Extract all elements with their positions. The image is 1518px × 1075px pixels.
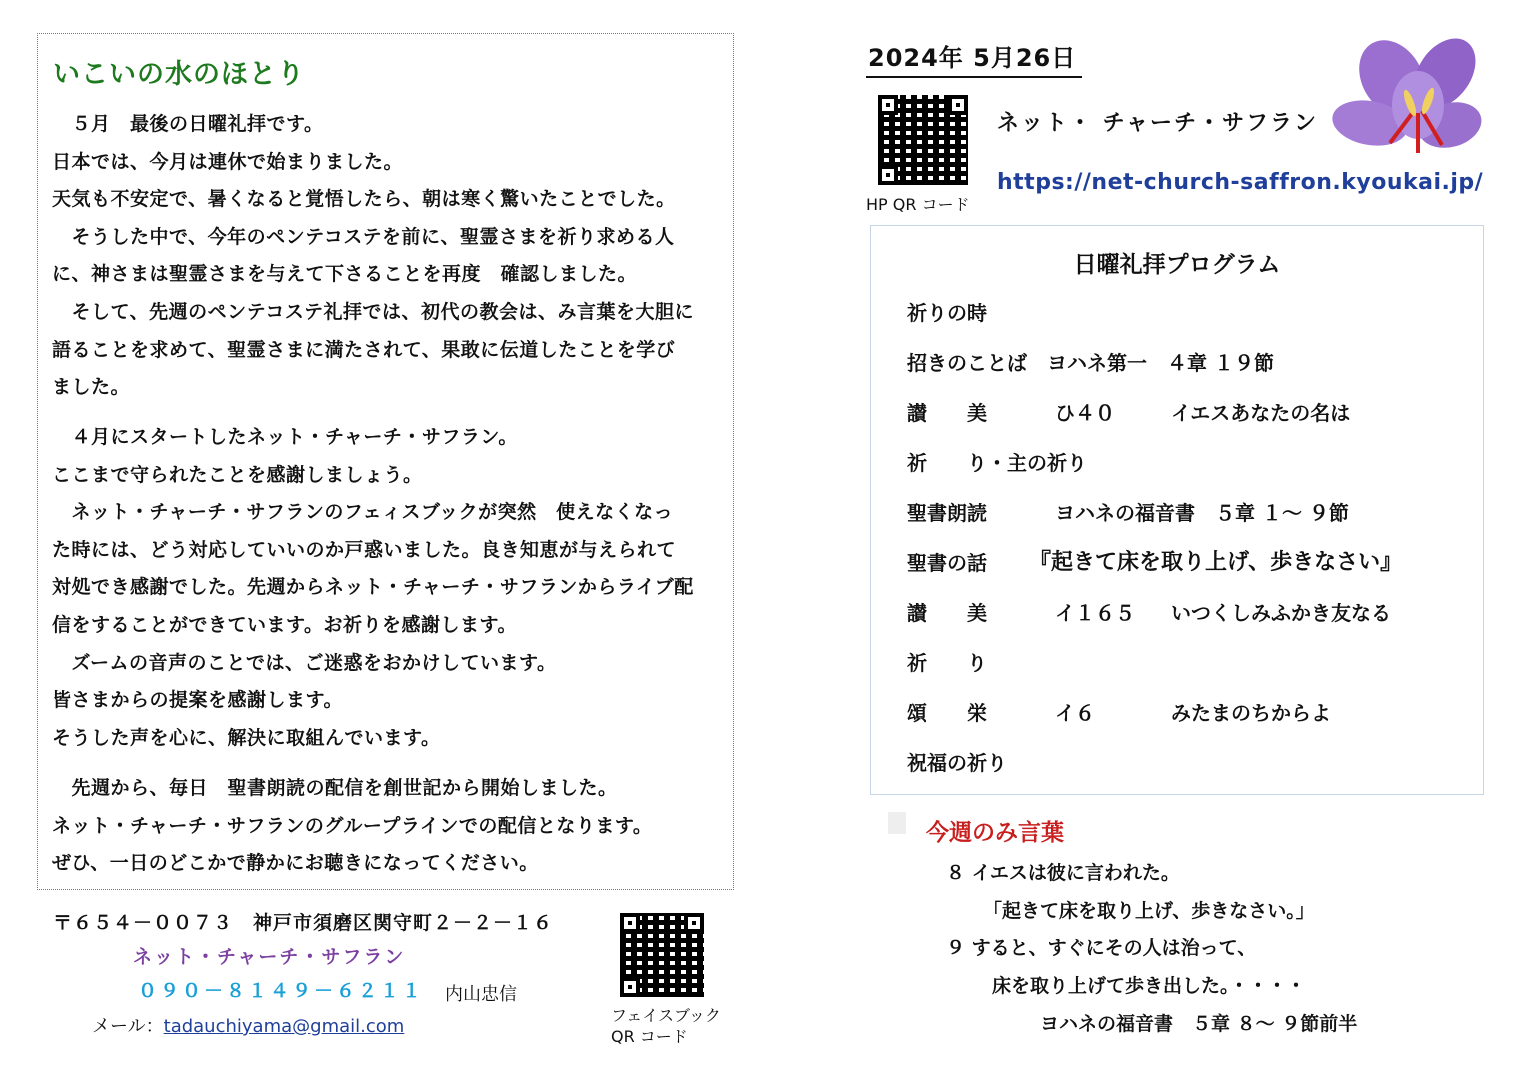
message-line: ネット・チャーチ・サフランのフェィスブックが突然 使えなくなっ [52,501,674,524]
message-line: た時には、どう対応していいのか戸惑いました。良き知恵が与えられて [52,538,677,561]
message-line: ぜひ、一日のどこかで静かにお聴きになってください。 [52,852,539,875]
email-label: メール： [92,1016,164,1037]
qr-finder-icon [948,95,968,115]
message-line: ズームの音声のことでは、ご迷惑をおかけしています。 [52,651,557,674]
facebook-qr-caption-1: フェイスブック [611,1006,721,1025]
message-line: ました。 [52,376,131,399]
verse-line: 「起きて床を取り上げ、歩きなさい。」 [983,900,1315,922]
facebook-qr-caption-2: QR コード [611,1027,688,1046]
message-line: そうした中で、今年のペンテコステを前に、聖霊さまを祈り求める人 [52,225,675,248]
bulletin-date: 2024年 5月26日 [866,38,1082,78]
message-line: 先週から、毎日 聖書朗読の配信を創世記から開始しました。 [52,777,618,799]
email-row [92,1012,404,1038]
message-paragraph-2 [52,419,730,757]
qr-finder-icon [878,95,898,115]
church-url[interactable]: https://net-church-saffron.kyoukai.jp/ [997,170,1484,195]
message-line: そうした声を心に、解決に取組んでいます。 [52,726,441,749]
qr-finder-icon [620,977,640,997]
message-line: 天気も不安定で、暑くなると覚悟したら、朝は寒く驚いたことでした。 [52,188,676,211]
saffron-flower-icon [1330,33,1490,173]
message-line: 信をすることができています。お祈りを感謝します。 [52,613,517,636]
verse-line: ９ すると、すぐにその人は治って、 [946,937,1257,959]
message-paragraph-1 [52,106,730,407]
verse-line: ８ イエスは彼に言われた。 [946,862,1180,884]
word-of-week-title: 今週のみ言葉 [926,820,1064,846]
church-name: ネット・ チャーチ・サフラン [997,111,1319,136]
homepage-qr-caption: HP QR コード [866,195,970,214]
message-line: ネット・チャーチ・サフランのグループラインでの配信となります。 [52,814,653,837]
email-link[interactable]: tadauchiyama@gmail.com [163,1016,405,1037]
message-line: に、神さまは聖霊さまを与えて下さることを再度 確認しました。 [52,263,638,286]
word-marker [888,812,906,834]
phone-number: ０９０－８１４９－６２１１ [138,980,425,1002]
worship-program: 日曜礼拝プログラム 祈りの時 招きのことば ヨハネ第一 ４章 １９節 讃 美 ひ４０ イエスあなたの名は 祈 り・主の祈り 聖書朗読 ヨハネの福音書 ５章 １～ ９節 聖書の話 『起きて床を取り上げ、歩きなさい』 讃 美 イ１６５ いつくしみふかき友なる 祈 り 頌 栄 イ６ みたまのちからよ 祝福の祈り [870,225,1484,795]
message-line: 日本では、今月は連休で始まりました。 [52,150,404,173]
message-line: そして、先週のペンテコステ礼拝では、初代の教会は、み言葉を大胆に [52,300,694,323]
verse-reference: ヨハネの福音書 ５章 ８～ ９節前半 [1040,1013,1358,1035]
church-name-footer: ネット・チャーチ・サフラン [133,946,406,968]
qr-finder-icon [878,165,898,185]
message-paragraph-3 [52,770,730,883]
address: 〒６５４－００７３ 神戸市須磨区関守町２－２－１６ [53,912,554,934]
homepage-qr-code[interactable] [878,95,968,185]
message-line: 皆さまからの提案を感謝します。 [52,689,343,712]
message-line: ここまで守られたことを感謝しましょう。 [52,463,423,486]
contact-person: 内山忠信 [445,984,517,1005]
qr-finder-icon [620,913,640,933]
verse-line: 床を取り上げて歩き出した。・・・・ [992,975,1306,997]
program-title: 日曜礼拝プログラム [1073,252,1281,278]
facebook-qr-code[interactable] [620,913,704,997]
message-line: ４月にスタートしたネット・チャーチ・サフラン。 [52,426,518,448]
message-box [37,33,734,890]
message-line: 対処でき感謝でした。先週からネット・チャーチ・サフランからライブ配 [52,576,694,599]
message-line: ５月 最後の日曜礼拝です。 [52,113,324,135]
message-title: いこいの水のほとり [53,59,305,90]
qr-finder-icon [684,913,704,933]
message-line: 語ることを求めて、聖霊さまに満たされて、果敢に伝道したことを学び [52,338,676,361]
